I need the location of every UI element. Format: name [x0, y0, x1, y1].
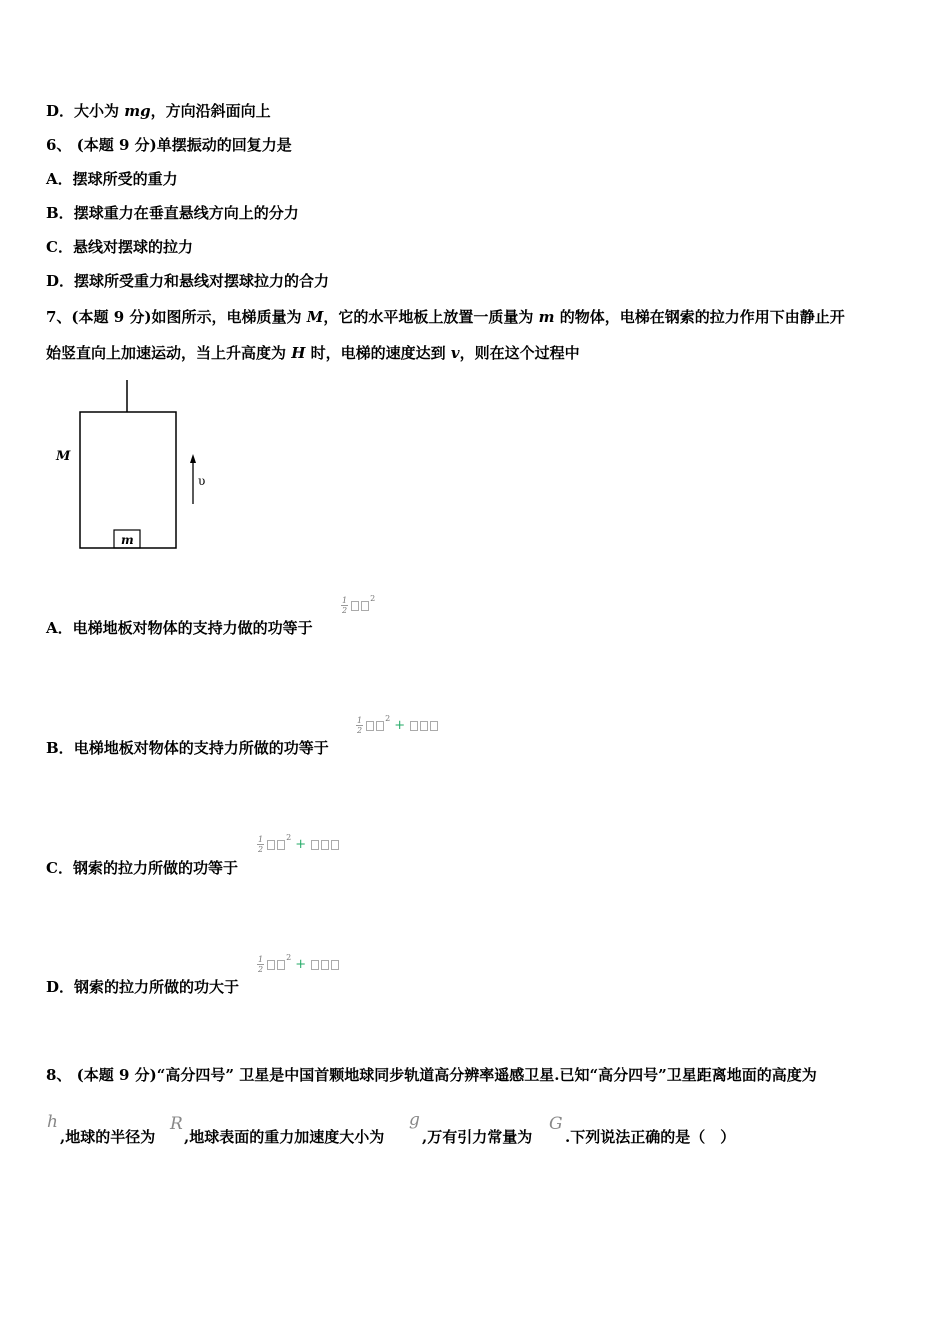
- frac-num: 1: [357, 716, 363, 725]
- q6-option-b: [46, 203, 299, 223]
- q7-stem-line2: [46, 343, 580, 363]
- frac-num: 1: [258, 955, 264, 964]
- option-label: C．: [46, 238, 73, 256]
- var-H: H: [291, 344, 306, 362]
- option-text: 钢索的拉力所做的功等于: [72, 859, 238, 877]
- placeholder-glyph: [311, 840, 319, 850]
- option-label: B．: [46, 204, 74, 222]
- frac-num: 1: [342, 596, 348, 605]
- option-label: D．: [46, 272, 75, 290]
- text: 时，电梯的速度达到: [305, 344, 451, 362]
- q7-stem-line1: [46, 307, 845, 327]
- option-text: 摆球所受的重力: [72, 170, 178, 188]
- option-text: 电梯地板对物体的支持力所做的功等于: [73, 739, 329, 757]
- var-G: G: [549, 1114, 563, 1134]
- option-label: D．: [46, 102, 75, 120]
- placeholder-glyph: [321, 840, 329, 850]
- placeholder-glyph: [376, 721, 384, 731]
- elevator-figure: [50, 378, 220, 556]
- q7-option-b: [46, 738, 329, 758]
- var-h: h: [47, 1112, 58, 1132]
- q8-text-c: ,万有引力常量为: [422, 1128, 533, 1146]
- label-v: υ: [198, 474, 206, 488]
- placeholder-glyph: [331, 840, 339, 850]
- frac-den: 2: [258, 845, 264, 854]
- option-text: 摆球重力在垂直悬线方向上的分力: [73, 204, 299, 222]
- exponent: 2: [385, 714, 391, 723]
- placeholder-glyph: [331, 960, 339, 970]
- fraction: [257, 835, 264, 854]
- var-m: m: [538, 308, 555, 326]
- q7-option-d: [46, 977, 239, 997]
- option-text: 大小为: [74, 102, 125, 120]
- plus-sign: +: [394, 717, 406, 733]
- placeholder-glyph: [277, 840, 285, 850]
- exponent: 2: [370, 594, 376, 603]
- option-text: 悬线对摆球的拉力: [72, 238, 193, 256]
- velocity-arrow-head: [190, 454, 196, 463]
- var-R: R: [170, 1114, 183, 1134]
- var-g: g: [409, 1110, 420, 1130]
- q6-option-a: [46, 169, 178, 189]
- q6-title: 6、 (本题 9 分)单摆振动的回复力是: [46, 136, 292, 154]
- placeholder-glyph: [267, 840, 275, 850]
- q8-text-b: ,地球表面的重力加速度大小为: [184, 1128, 385, 1146]
- q6-option-d: [46, 271, 329, 291]
- frac-num: 1: [258, 835, 264, 844]
- option-label: A．: [46, 170, 73, 188]
- placeholder-glyph: [420, 721, 428, 731]
- plus-sign: +: [295, 836, 307, 852]
- placeholder-glyph: [311, 960, 319, 970]
- option-text: 摆球所受重力和悬线对摆球拉力的合力: [74, 272, 330, 290]
- fraction: [257, 955, 264, 974]
- q6-option-c: [46, 237, 193, 257]
- label-M: M: [56, 449, 71, 464]
- formula-c: [257, 835, 340, 854]
- exponent: 2: [286, 953, 292, 962]
- formula-b: [356, 716, 439, 735]
- elevator-box: [80, 412, 176, 548]
- text: ，则在这个过程中: [459, 344, 580, 362]
- placeholder-glyph: [321, 960, 329, 970]
- q5-option-d: [46, 101, 271, 121]
- formula-d: [257, 955, 340, 974]
- option-text: 电梯地板对物体的支持力做的功等于: [72, 619, 313, 637]
- text: 7、(本题 9 分)如图所示，电梯质量为: [46, 308, 307, 326]
- frac-den: 2: [258, 965, 264, 974]
- fraction: [356, 716, 363, 735]
- placeholder-glyph: [410, 721, 418, 731]
- placeholder-glyph: [430, 721, 438, 731]
- var-v: v: [450, 344, 460, 362]
- q8-text-d: .下列说法正确的是（ ）: [565, 1128, 736, 1146]
- q8-text-a: ,地球的半径为: [60, 1128, 156, 1146]
- placeholder-glyph: [267, 960, 275, 970]
- plus-sign: +: [295, 956, 307, 972]
- text: ，它的水平地板上放置一质量为: [323, 308, 539, 326]
- fraction: [341, 596, 348, 615]
- text: 的物体，电梯在钢索的拉力作用下由静止开: [554, 308, 845, 326]
- frac-den: 2: [342, 606, 348, 615]
- q8-stem-line1: 8、 (本题 9 分)“高分四号” 卫星是中国首颗地球同步轨道高分辨率遥感卫星.已知“高分四号”卫星距离地面的高度为: [46, 1066, 817, 1084]
- var-mg: mg: [124, 102, 151, 120]
- placeholder-glyph: [351, 601, 359, 611]
- formula-a: [341, 596, 375, 615]
- placeholder-glyph: [277, 960, 285, 970]
- option-label: C．: [46, 859, 73, 877]
- placeholder-glyph: [366, 721, 374, 731]
- option-label: B．: [46, 739, 74, 757]
- option-label: D．: [46, 978, 75, 996]
- text: 始竖直向上加速运动，当上升高度为: [46, 344, 292, 362]
- q7-option-a: [46, 618, 313, 638]
- placeholder-glyph: [361, 601, 369, 611]
- option-text-post: ，方向沿斜面向上: [150, 102, 271, 120]
- exponent: 2: [286, 833, 292, 842]
- var-M: M: [306, 308, 324, 326]
- option-text: 钢索的拉力所做的功大于: [74, 978, 240, 996]
- q7-option-c: [46, 858, 238, 878]
- option-label: A．: [46, 619, 73, 637]
- frac-den: 2: [357, 726, 363, 735]
- label-m: m: [121, 533, 134, 547]
